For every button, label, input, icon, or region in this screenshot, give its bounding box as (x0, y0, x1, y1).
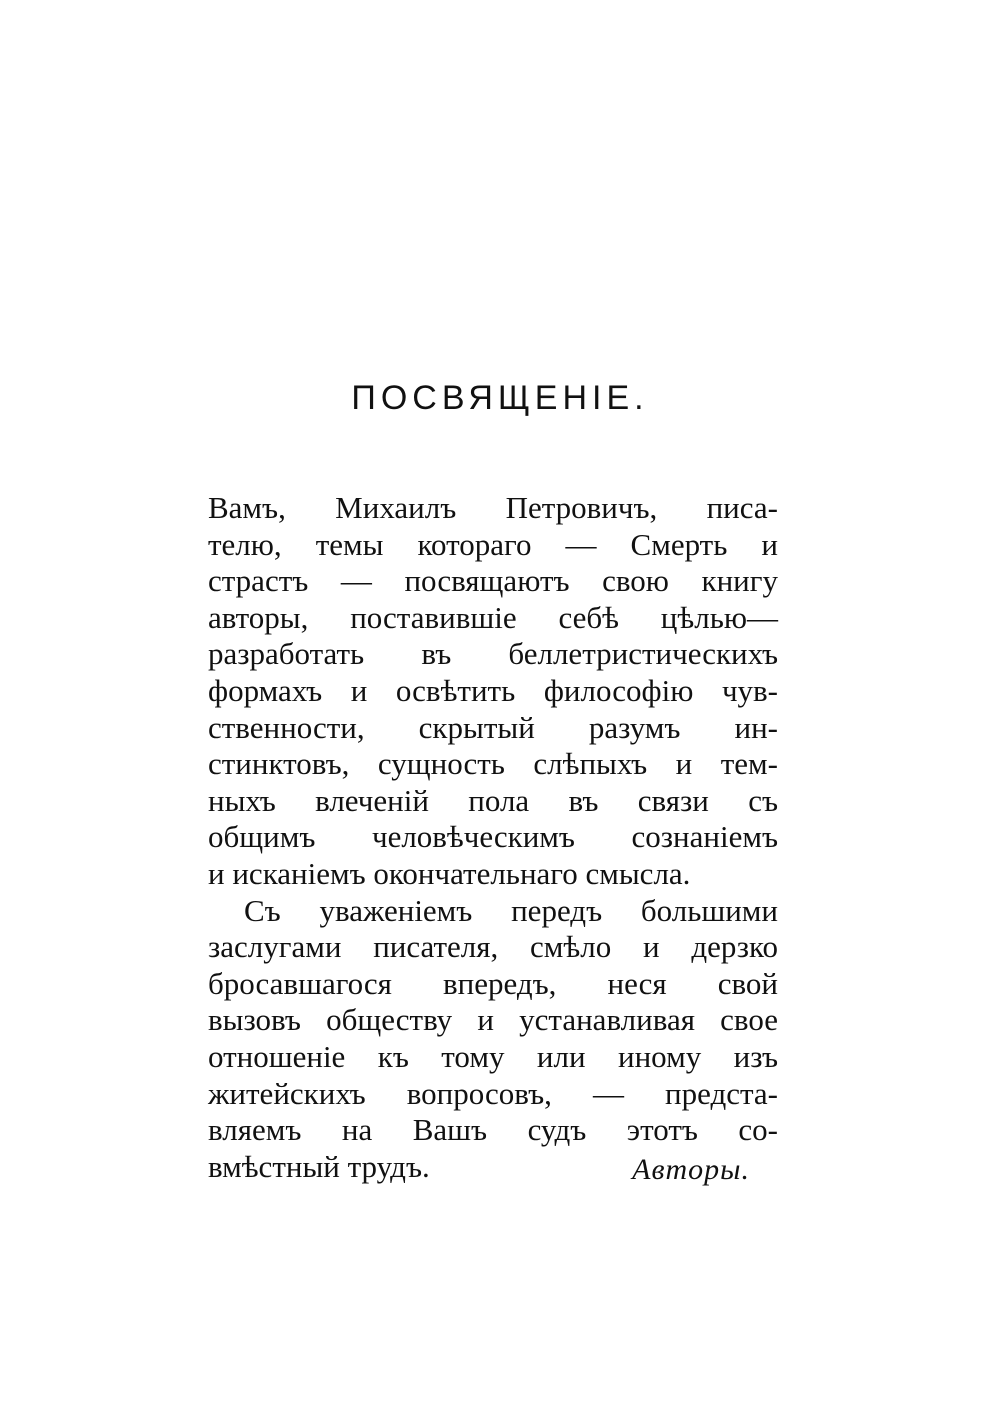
text-line: формахъ и освѣтить философію чув- (208, 672, 778, 708)
text-line: разработать въ беллетристическихъ (208, 636, 778, 672)
text-line: ныхъ влеченій пола въ связи съ (208, 782, 778, 818)
text-line: стинктовъ, сущность слѣпыхъ и тем- (208, 746, 778, 782)
text-line: житейскихъ вопросовъ, — предста- (208, 1075, 778, 1111)
page-title: ПОСВЯЩЕНІЕ. (351, 379, 649, 417)
text-line: вызовъ обществу и устанавливая свое (208, 1002, 778, 1038)
text-line: телю, темы котораго — Смерть и (208, 526, 778, 562)
signature: Авторы. (632, 1153, 750, 1186)
text-line: Съ уваженіемъ передъ большими (244, 892, 778, 928)
text-line: вляемъ на Вашъ судъ этотъ со- (208, 1112, 778, 1148)
text-line: авторы, поставившіе себѣ цѣлью— (208, 599, 778, 635)
text-line: общимъ человѣческимъ сознаніемъ (208, 819, 778, 855)
text-line: и исканіемъ окончательнаго смысла. (208, 855, 691, 891)
text-line: бросавшагося впередъ, неся свой (208, 965, 778, 1001)
text-line: страстъ — посвящаютъ свою книгу (208, 563, 778, 599)
dedication-text (208, 490, 778, 1185)
text-line: заслугами писателя, смѣло и дерзко (208, 929, 778, 965)
text-line: вмѣстный трудъ. (208, 1148, 430, 1184)
text-line: отношеніе къ тому или иному изъ (208, 1038, 778, 1074)
text-line: ственности, скрытый разумъ ин- (208, 709, 778, 745)
text-line: Вамъ, Михаилъ Петровичъ, писа- (208, 490, 778, 525)
